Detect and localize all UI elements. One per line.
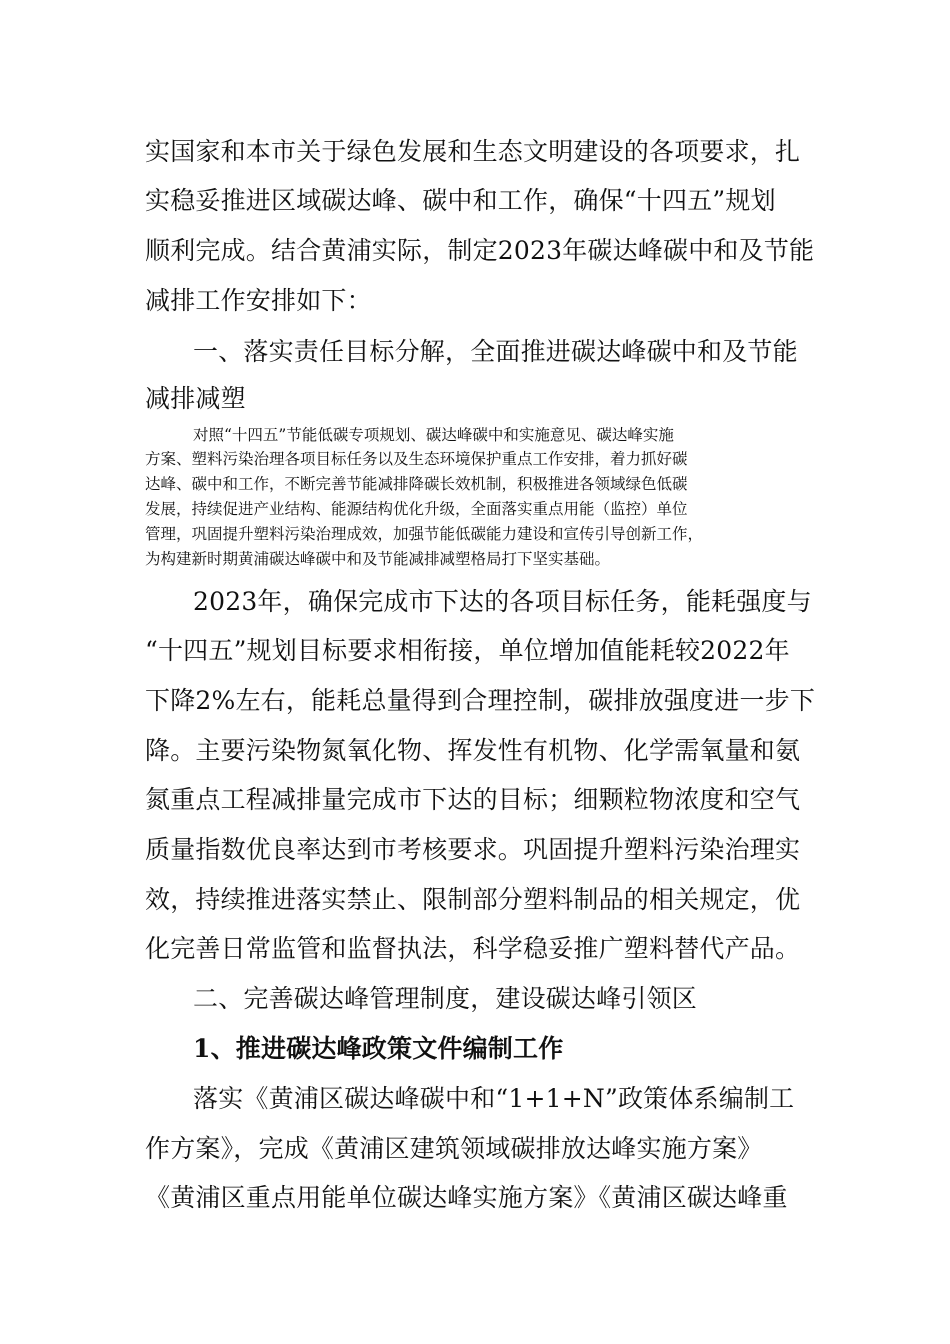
section2-heading: 二、完善碳达峰管理制度，建设碳达峰引领区 [193, 984, 698, 1013]
subsection1-heading: 1、推进碳达峰政策文件编制工作 [193, 1034, 564, 1063]
section1-body-line-6: 为构建新时期黄浦碳达峰碳中和及节能减排减塑格局打下坚实基础。 [145, 550, 611, 568]
section1-heading-line-1: 一、落实责任目标分解，全面推进碳达峰碳中和及节能 [193, 337, 798, 366]
section1-body-line-1: 对照“十四五”节能低碳专项规划、碳达峰碳中和实施意见、碳达峰实施 [193, 426, 674, 444]
targets-line-3: 下降2%左右，能耗总量得到合理控制，碳排放强度进一步下 [145, 686, 816, 715]
subsection1-line-1: 落实《黄浦区碳达峰碳中和“1+1+N”政策体系编制工 [193, 1084, 795, 1113]
intro-line-2: 实稳妥推进区域碳达峰、碳中和工作，确保“十四五”规划 [145, 186, 776, 215]
section1-body-line-2: 方案、塑料污染治理各项目标任务以及生态环境保护重点工作安排，着力抓好碳 [145, 450, 688, 468]
section1-body-line-4: 发展，持续促进产业结构、能源结构优化升级，全面落实重点用能（监控）单位 [145, 500, 688, 518]
targets-line-1: 2023年，确保完成市下达的各项目标任务，能耗强度与 [193, 587, 812, 616]
intro-line-1: 实国家和本市关于绿色发展和生态文明建设的各项要求，扎 [145, 137, 801, 166]
targets-line-6: 质量指数优良率达到市考核要求。巩固提升塑料污染治理实 [145, 835, 801, 864]
targets-line-4: 降。主要污染物氮氧化物、挥发性有机物、化学需氧量和氨 [145, 736, 801, 765]
subsection1-line-3: 《黄浦区重点用能单位碳达峰实施方案》《黄浦区碳达峰重 [145, 1183, 788, 1212]
targets-line-7: 效，持续推进落实禁止、限制部分塑料制品的相关规定，优 [145, 885, 801, 914]
intro-line-3: 顺利完成。结合黄浦实际，制定2023年碳达峰碳中和及节能 [145, 236, 815, 265]
section1-body-line-5: 管理，巩固提升塑料污染治理成效，加强节能低碳能力建设和宣传引导创新工作， [145, 525, 704, 543]
targets-line-2: “十四五”规划目标要求相衔接，单位增加值能耗较2022年 [145, 636, 790, 665]
section1-heading-line-2: 减排减塑 [145, 384, 246, 413]
section1-body-line-3: 达峰、碳中和工作，不断完善节能减排降碳长效机制，积极推进各领域绿色低碳 [145, 475, 688, 493]
targets-line-5: 氮重点工程减排量完成市下达的目标；细颗粒物浓度和空气 [145, 785, 801, 814]
intro-line-4: 减排工作安排如下： [145, 286, 372, 315]
subsection1-line-2: 作方案》，完成《黄浦区建筑领域碳排放达峰实施方案》 [145, 1134, 763, 1163]
targets-line-8: 化完善日常监管和监督执法，科学稳妥推广塑料替代产品。 [145, 934, 801, 963]
